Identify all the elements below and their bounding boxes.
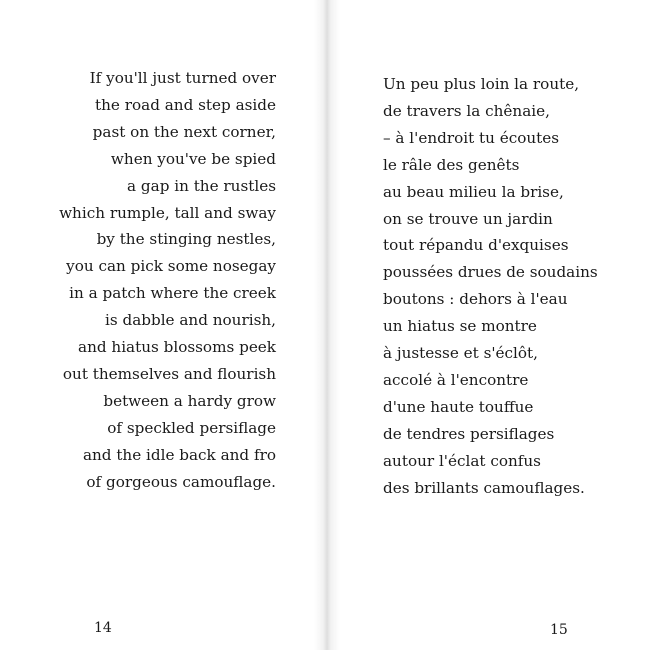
poem-line: autour l'éclat confus — [383, 451, 541, 470]
poem-line: If you'll just turned over — [89, 69, 276, 87]
poem-line: out themselves and flourish — [62, 364, 276, 383]
poem-line: of speckled persiflage — [107, 418, 276, 437]
poem-line: in a patch where the creek — [69, 284, 276, 303]
poem-line: and the idle back and fro — [82, 445, 276, 464]
poem-line: of gorgeous camouflage. — [86, 472, 276, 491]
poem-line: des brillants camouflages. — [383, 478, 585, 497]
page-number-left: 14 — [94, 620, 112, 636]
poem-line: by the stinging nestles, — [96, 230, 276, 249]
poem-line: which rumple, tall and sway — [59, 203, 276, 222]
poem-line: poussées drues de soudains — [383, 263, 598, 282]
poem-line: boutons : dehors à l'eau — [383, 290, 568, 309]
poem-line: un hiatus se montre — [383, 317, 537, 336]
poem-line: past on the next corner, — [92, 122, 276, 141]
poem-line: tout répandu d'exquises — [383, 236, 569, 255]
english-poem — [59, 65, 276, 496]
poem-line: à justesse et s'éclôt, — [383, 344, 538, 363]
french-poem — [383, 71, 598, 502]
right-page — [326, 0, 660, 650]
poem-line: de travers la chênaie, — [383, 101, 550, 120]
poem-line: au beau milieu la brise, — [383, 182, 564, 201]
poem-line: between a hardy grow — [103, 391, 276, 410]
poem-line: on se trouve un jardin — [383, 209, 553, 228]
poem-line: and hiatus blossoms peek — [78, 338, 276, 357]
poem-line: you can pick some nosegay — [66, 257, 276, 276]
page-number-right: 15 — [550, 622, 568, 638]
poem-line: de tendres persiflages — [383, 424, 555, 443]
poem-line: is dabble and nourish, — [105, 311, 276, 330]
left-page — [0, 0, 326, 650]
poem-line: when you've be spied — [110, 149, 276, 168]
poem-line: Un peu plus loin la route, — [383, 75, 580, 93]
poem-line: d'une haute touffue — [383, 397, 534, 416]
poem-line: a gap in the rustles — [127, 176, 276, 195]
poem-line: accolé à l'encontre — [383, 370, 529, 389]
poem-line: – à l'endroit tu écoutes — [383, 128, 560, 147]
poem-line: the road and step aside — [95, 95, 276, 114]
poem-line: le râle des genêts — [383, 155, 520, 174]
